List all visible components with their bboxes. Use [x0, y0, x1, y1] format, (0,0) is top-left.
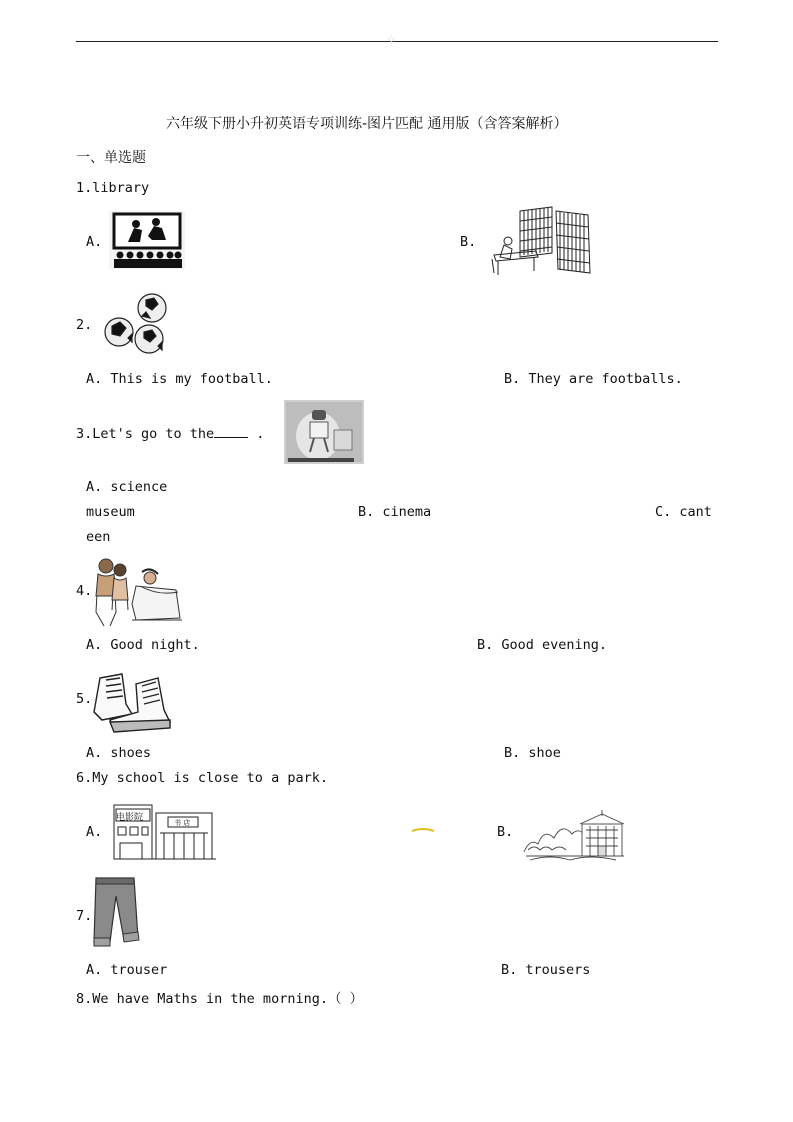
- q3-text-end: .: [248, 426, 265, 442]
- trousers-picture: [90, 876, 142, 948]
- question-1: 1.library: [76, 180, 150, 196]
- question-7: 7.: [76, 908, 93, 924]
- bedtime-picture: [92, 556, 184, 628]
- q4-option-a[interactable]: A. Good night.: [86, 637, 200, 653]
- q2-option-b[interactable]: B. They are footballs.: [504, 371, 683, 387]
- q3-option-a-cont[interactable]: museum: [86, 504, 135, 520]
- cinema-picture: [108, 210, 186, 270]
- q7-option-a[interactable]: A. trouser: [86, 962, 168, 978]
- q3-option-a[interactable]: A. science: [86, 479, 168, 495]
- q6-option-b[interactable]: B.: [497, 824, 514, 840]
- q5-option-b[interactable]: B. shoe: [504, 745, 561, 761]
- header-rule: [76, 41, 718, 42]
- answer-blank: [214, 425, 248, 438]
- science-museum-picture: [284, 400, 364, 464]
- q7-option-b[interactable]: B. trousers: [501, 962, 591, 978]
- question-4: 4.: [76, 583, 93, 599]
- question-6: 6.My school is close to a park.: [76, 770, 328, 786]
- cinema-bookstore-picture: [112, 803, 216, 861]
- question-5: 5.: [76, 691, 93, 707]
- question-8: 8.We have Maths in the morning.（ ）: [76, 991, 364, 1007]
- q6-option-a[interactable]: A.: [86, 824, 103, 840]
- q3-option-b[interactable]: B. cinema: [358, 504, 432, 520]
- school-park-picture: [520, 808, 626, 862]
- q4-option-b[interactable]: B. Good evening.: [477, 637, 608, 653]
- page-title: 六年级下册小升初英语专项训练-图片匹配 通用版（含答案解析）: [166, 116, 568, 132]
- watermark: ✧: [386, 28, 397, 49]
- cinema-sign: 电影院: [116, 813, 144, 823]
- q3-option-c-cont[interactable]: een: [86, 529, 111, 545]
- yellow-mark: [411, 827, 435, 835]
- question-2: 2.: [76, 317, 93, 333]
- q3-text: 3.Let's go to the: [76, 426, 215, 442]
- q1-option-b[interactable]: B.: [460, 234, 477, 250]
- question-3: [76, 425, 264, 442]
- shoes-picture: [92, 664, 172, 734]
- footballs-picture: [102, 292, 170, 356]
- section-heading: 一、单选题: [76, 150, 146, 166]
- bookstore-sign: 书 店: [174, 819, 191, 827]
- q3-option-c[interactable]: C. cant: [655, 504, 712, 520]
- q2-option-a[interactable]: A. This is my football.: [86, 371, 273, 387]
- library-picture: [488, 205, 594, 277]
- q5-option-a[interactable]: A. shoes: [86, 745, 152, 761]
- q1-option-a[interactable]: A.: [86, 234, 103, 250]
